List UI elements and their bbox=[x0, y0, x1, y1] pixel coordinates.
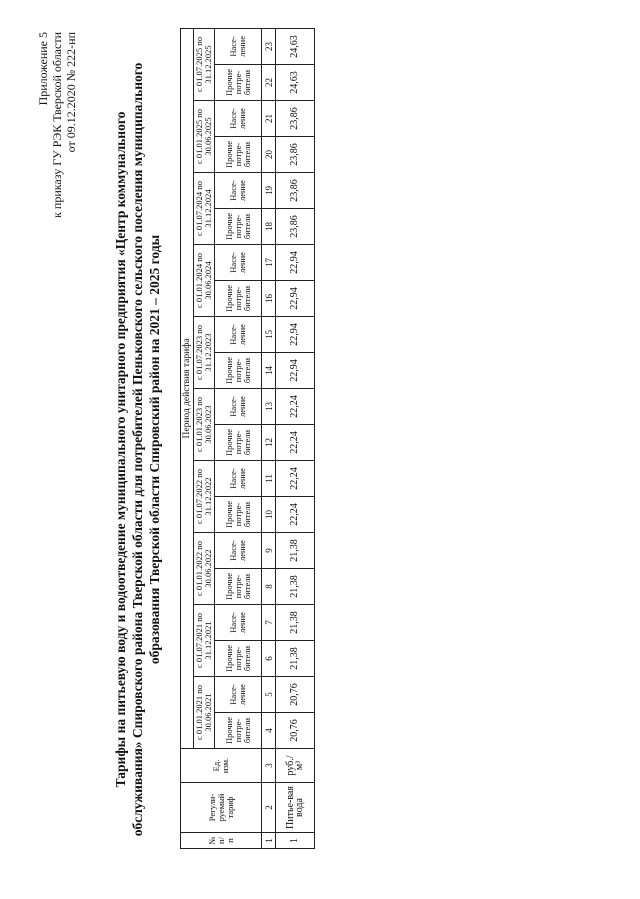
column-number-cell: 2 bbox=[262, 783, 276, 833]
column-number-cell: 14 bbox=[262, 353, 276, 389]
period-cell: с 01.01.2024 по 30.06.2024 bbox=[194, 245, 215, 317]
consumer-other-cell: Прочие потре-бители bbox=[215, 713, 262, 749]
value-cell: 23,86 bbox=[276, 209, 315, 245]
value-cell: 22,94 bbox=[276, 281, 315, 317]
header-row-period bbox=[181, 28, 194, 848]
column-number-cell: 10 bbox=[262, 497, 276, 533]
row-no: 1 bbox=[276, 833, 315, 849]
column-number-cell: 9 bbox=[262, 533, 276, 569]
header-row-dates bbox=[194, 28, 215, 848]
column-number-cell: 15 bbox=[262, 317, 276, 353]
column-number-cell: 11 bbox=[262, 461, 276, 497]
table-row bbox=[276, 28, 315, 848]
value-cell: 23,86 bbox=[276, 101, 315, 137]
title-line-2: обслуживания» Спировского района Тверской области для потребителей Пеньковского сельского поселения муниципального bbox=[130, 62, 145, 837]
value-cell: 23,86 bbox=[276, 137, 315, 173]
consumer-other-cell: Прочие потре-бители bbox=[215, 137, 262, 173]
value-cell: 22,24 bbox=[276, 389, 315, 425]
header-period: Период действия тарифа bbox=[181, 28, 194, 748]
column-number-cell: 13 bbox=[262, 389, 276, 425]
value-cell: 22,24 bbox=[276, 461, 315, 497]
appendix-header bbox=[36, 32, 78, 218]
value-cell: 21,38 bbox=[276, 533, 315, 569]
column-number-cell: 6 bbox=[262, 641, 276, 677]
document-title bbox=[112, 20, 163, 879]
column-number-cell: 18 bbox=[262, 209, 276, 245]
column-number-cell: 20 bbox=[262, 137, 276, 173]
header-tariff: Регули-руемый тариф bbox=[181, 783, 262, 833]
value-cell: 21,38 bbox=[276, 569, 315, 605]
appendix-line-2: к приказу ГУ РЭК Тверской области bbox=[50, 32, 64, 218]
value-cell: 22,24 bbox=[276, 425, 315, 461]
period-cell: с 01.07.2023 по 31.12.2023 bbox=[194, 317, 215, 389]
column-number-cell: 19 bbox=[262, 173, 276, 209]
appendix-line-3: от 09.12.2020 № 222-нп bbox=[64, 32, 78, 153]
value-cell: 24,63 bbox=[276, 65, 315, 101]
consumer-population-cell: Насе-ление bbox=[215, 461, 262, 497]
consumer-other-cell: Прочие потре-бители bbox=[215, 281, 262, 317]
period-cell: с 01.07.2024 по 31.12.2024 bbox=[194, 173, 215, 245]
consumer-population-cell: Насе-ление bbox=[215, 245, 262, 281]
rotated-page bbox=[20, 20, 620, 879]
consumer-other-cell: Прочие потре-бители bbox=[215, 569, 262, 605]
column-number-cell: 3 bbox=[262, 749, 276, 783]
column-number-cell: 17 bbox=[262, 245, 276, 281]
value-cell: 22,24 bbox=[276, 497, 315, 533]
appendix-line-1: Приложение 5 bbox=[36, 32, 50, 106]
value-cell: 24,63 bbox=[276, 28, 315, 64]
column-number-cell: 21 bbox=[262, 101, 276, 137]
period-cell: с 01.01.2022 по 30.06.2022 bbox=[194, 533, 215, 605]
column-number-cell: 16 bbox=[262, 281, 276, 317]
title-line-3: образования Тверской области Спировский район на 2021 – 2025 годы bbox=[147, 234, 162, 665]
period-cell: с 01.01.2021 по 30.06.2021 bbox=[194, 677, 215, 749]
column-number-cell: 5 bbox=[262, 677, 276, 713]
consumer-other-cell: Прочие потре-бители bbox=[215, 497, 262, 533]
value-cell: 21,38 bbox=[276, 641, 315, 677]
period-cell: с 01.07.2021 по 31.12.2021 bbox=[194, 605, 215, 677]
value-cell: 22,94 bbox=[276, 353, 315, 389]
period-cell: с 01.01.2023 по 30.06.2023 bbox=[194, 389, 215, 461]
row-unit: руб./м³ bbox=[276, 749, 315, 783]
header-no: № п/п bbox=[181, 833, 262, 849]
consumer-other-cell: Прочие потре-бители bbox=[215, 209, 262, 245]
column-number-cell: 22 bbox=[262, 65, 276, 101]
value-cell: 22,94 bbox=[276, 245, 315, 281]
consumer-population-cell: Насе-ление bbox=[215, 28, 262, 64]
tariff-table bbox=[180, 28, 315, 849]
consumer-population-cell: Насе-ление bbox=[215, 677, 262, 713]
value-cell: 20,76 bbox=[276, 713, 315, 749]
consumer-other-cell: Прочие потре-бители bbox=[215, 425, 262, 461]
consumer-other-cell: Прочие потре-бители bbox=[215, 641, 262, 677]
header-unit: Ед. изм. bbox=[181, 749, 262, 783]
consumer-population-cell: Насе-ление bbox=[215, 317, 262, 353]
period-cell: с 01.07.2025 по 31.12.2025 bbox=[194, 28, 215, 100]
consumer-population-cell: Насе-ление bbox=[215, 101, 262, 137]
header-row-consumers bbox=[215, 28, 262, 848]
consumer-other-cell: Прочие потре-бители bbox=[215, 353, 262, 389]
period-cell: с 01.01.2025 по 30.06.2025 bbox=[194, 101, 215, 173]
value-cell: 23,86 bbox=[276, 173, 315, 209]
column-number-cell: 12 bbox=[262, 425, 276, 461]
column-number-cell: 7 bbox=[262, 605, 276, 641]
consumer-population-cell: Насе-ление bbox=[215, 605, 262, 641]
consumer-population-cell: Насе-ление bbox=[215, 533, 262, 569]
column-number-cell: 23 bbox=[262, 28, 276, 64]
column-number-row bbox=[262, 28, 276, 848]
value-cell: 21,38 bbox=[276, 605, 315, 641]
consumer-population-cell: Насе-ление bbox=[215, 389, 262, 425]
title-line-1: Тарифы на питьевую воду и водоотведение муниципального унитарного предприятия «Центр коммунального bbox=[113, 111, 128, 788]
value-cell: 20,76 bbox=[276, 677, 315, 713]
column-number-cell: 4 bbox=[262, 713, 276, 749]
column-number-cell: 8 bbox=[262, 569, 276, 605]
period-cell: с 01.07.2022 по 31.12.2022 bbox=[194, 461, 215, 533]
consumer-population-cell: Насе-ление bbox=[215, 173, 262, 209]
consumer-other-cell: Прочие потре-бители bbox=[215, 65, 262, 101]
row-name: Питье-вая вода bbox=[276, 783, 315, 833]
value-cell: 22,94 bbox=[276, 317, 315, 353]
column-number-cell: 1 bbox=[262, 833, 276, 849]
